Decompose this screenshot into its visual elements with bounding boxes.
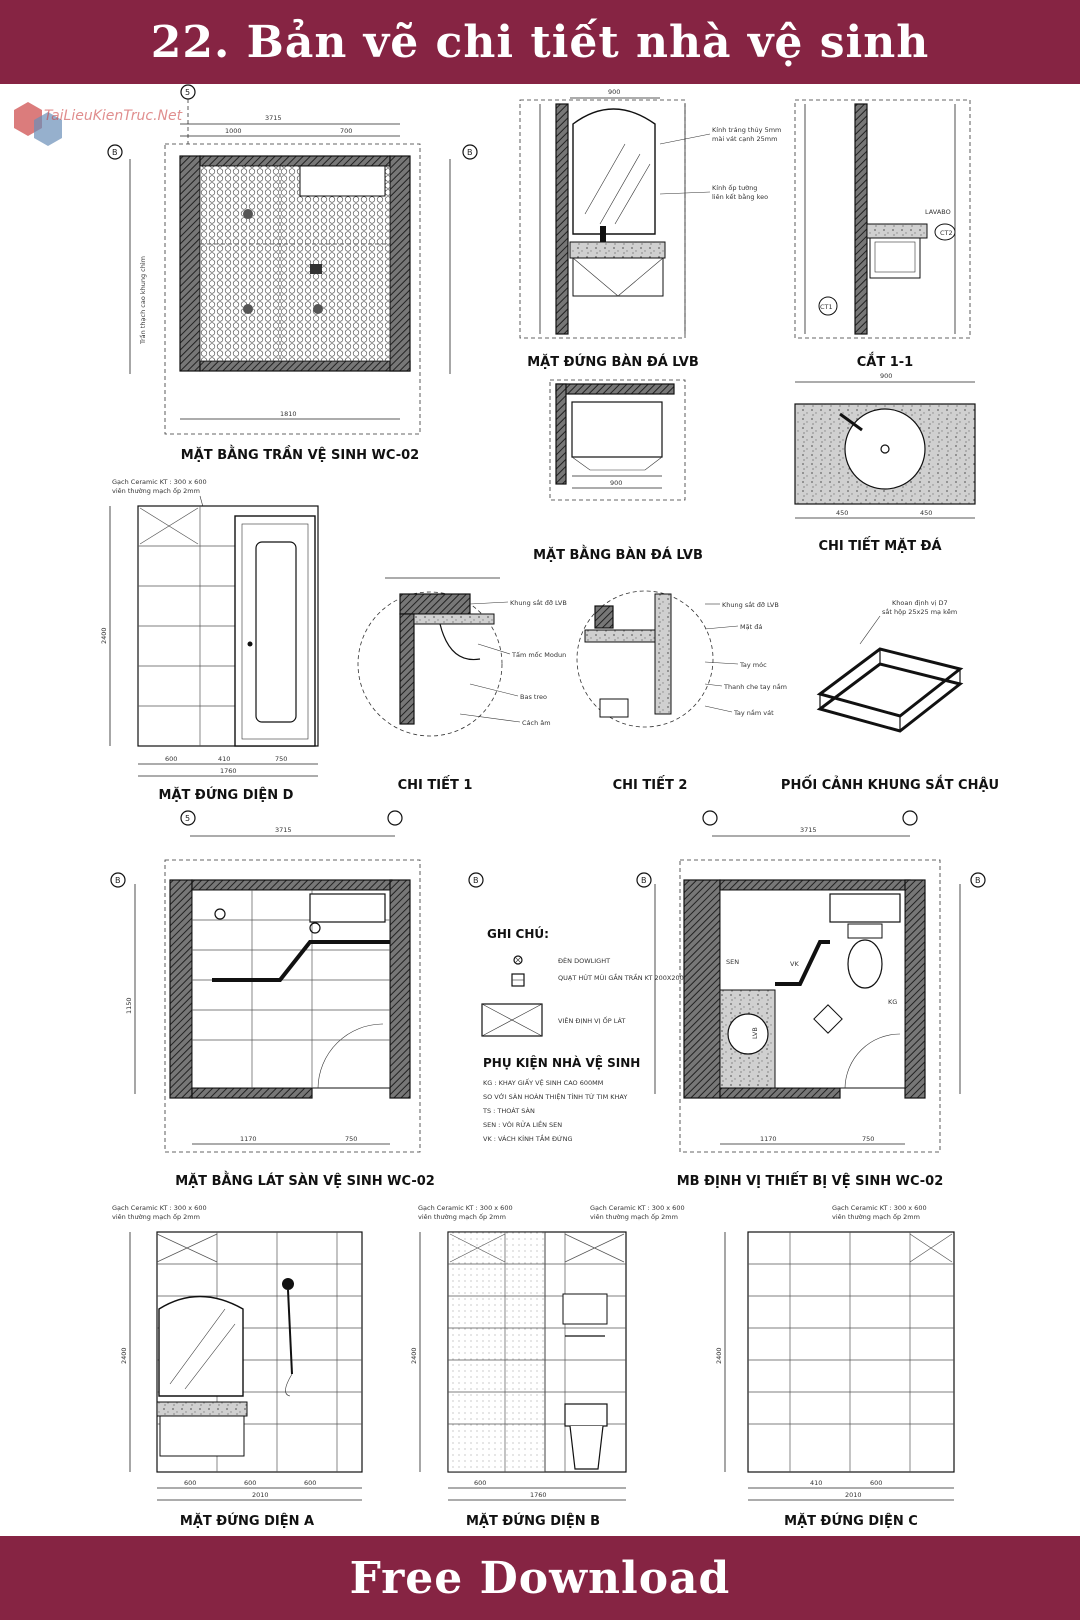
grid-label: B bbox=[975, 876, 981, 885]
dim-450: 450 bbox=[836, 509, 849, 517]
elevation-b-title: MẶT ĐỨNG DIỆN B bbox=[465, 1514, 601, 1529]
tile-note-1: Gạch Ceramic KT : 300 x 600 bbox=[112, 1204, 207, 1212]
tile-note-2: viên thường mạch ốp 2mm bbox=[112, 487, 200, 495]
floor-plan-title: MẶT BẰNG LÁT SÀN VỆ SINH WC-02 bbox=[175, 1174, 435, 1189]
dim-410: 410 bbox=[218, 755, 231, 763]
dim-1150: 1150 bbox=[125, 997, 133, 1014]
detail2-note-handle: Tay nắm vát bbox=[734, 709, 774, 717]
dim-600: 600 bbox=[304, 1479, 317, 1487]
note-item-2: QUẠT HÚT MÙI GẮN TRẦN KT 200X200 bbox=[558, 974, 684, 982]
note-item-3: VIÊN ĐỊNH VỊ ỐP LÁT bbox=[558, 1017, 626, 1025]
dim-900: 900 bbox=[880, 372, 893, 380]
grid-label: 5 bbox=[185, 814, 191, 823]
dim-1810: 1810 bbox=[280, 410, 297, 418]
accessories-heading: PHỤ KIỆN NHÀ VỆ SINH bbox=[483, 1056, 641, 1070]
tile-note-2: viên thường mạch ốp 2mm bbox=[590, 1213, 678, 1221]
dim-3715: 3715 bbox=[275, 826, 292, 834]
dim-900: 900 bbox=[610, 479, 623, 487]
detail1-note-bracket: Bas treo bbox=[520, 693, 547, 701]
frame-perspective-drawing bbox=[781, 599, 999, 793]
dim-450: 450 bbox=[920, 509, 933, 517]
grid-label: B bbox=[112, 148, 118, 157]
dim-600: 600 bbox=[870, 1479, 883, 1487]
dim-410: 410 bbox=[810, 1479, 823, 1487]
detail1-note-frame: Khung sắt đỡ LVB bbox=[510, 599, 567, 607]
acc-item-3: TS : THOÁT SÀN bbox=[483, 1107, 535, 1115]
dim-2400: 2400 bbox=[100, 627, 108, 644]
fixture-plan-drawing bbox=[637, 811, 985, 1189]
lvb-elevation-drawing bbox=[520, 88, 781, 370]
note-item-1: ĐÈN DOWLIGHT bbox=[558, 957, 611, 965]
tile-note-1: Gạch Ceramic KT : 300 x 600 bbox=[418, 1204, 513, 1212]
detail2-note-cover: Thanh che tay nắm bbox=[724, 683, 788, 691]
dim-750: 750 bbox=[275, 755, 288, 763]
grid-label: B bbox=[467, 148, 473, 157]
dim-1000: 1000 bbox=[225, 127, 242, 135]
detail-1-title: CHI TIẾT 1 bbox=[397, 778, 473, 793]
detail2-note-frame: Khung sắt đỡ LVB bbox=[722, 601, 779, 609]
dim-2400: 2400 bbox=[715, 1347, 723, 1364]
sen-label: SEN bbox=[726, 958, 740, 966]
elevation-a-title: MẶT ĐỨNG DIỆN A bbox=[179, 1514, 315, 1529]
mirror-note-1: Kính tráng thủy 5mm bbox=[712, 126, 782, 134]
acc-item-1: KG : KHAY GIẤY VỆ SINH CAO 600MM bbox=[483, 1079, 604, 1087]
persp-note-1: Khoan định vị D7 bbox=[892, 599, 948, 607]
glue-note-2: liên kết bằng keo bbox=[712, 193, 769, 201]
lavabo-label: LAVABO bbox=[925, 208, 951, 216]
title-banner bbox=[0, 0, 1080, 84]
dim-1760: 1760 bbox=[220, 767, 237, 775]
lvb-plan-title: MẶT BẰNG BÀN ĐÁ LVB bbox=[533, 548, 703, 563]
vk-label: VK bbox=[790, 960, 799, 968]
elevation-c-drawing bbox=[715, 1204, 954, 1529]
acc-item-5: VK : VÁCH KÍNH TẮM ĐỨNG bbox=[483, 1135, 573, 1143]
dim-3715: 3715 bbox=[265, 114, 282, 122]
kg-label: KG bbox=[888, 998, 898, 1006]
dim-600: 600 bbox=[474, 1479, 487, 1487]
dim-900: 900 bbox=[608, 88, 621, 96]
grid-label: 5 bbox=[185, 88, 191, 97]
detail-1-drawing bbox=[358, 578, 567, 793]
tile-note-1: Gạch Ceramic KT : 300 x 600 bbox=[590, 1204, 685, 1212]
grid-label: B bbox=[115, 876, 121, 885]
dim-1170: 1170 bbox=[760, 1135, 777, 1143]
dim-1170: 1170 bbox=[240, 1135, 257, 1143]
legend-notes bbox=[482, 926, 684, 1143]
logo-text: TaiLieuKienTruc.Net bbox=[44, 108, 183, 124]
elevation-b-drawing bbox=[410, 1204, 685, 1529]
persp-note-2: sắt hộp 25x25 mạ kẽm bbox=[882, 608, 958, 616]
tile-note-2: viên thường mạch ốp 2mm bbox=[418, 1213, 506, 1221]
dim-600: 600 bbox=[244, 1479, 257, 1487]
tile-note-1: Gạch Ceramic KT : 300 x 600 bbox=[112, 478, 207, 486]
elevation-d-title: MẶT ĐỨNG DIỆN D bbox=[158, 788, 294, 803]
dim-750: 750 bbox=[862, 1135, 875, 1143]
page-title: 22. Bản vẽ chi tiết nhà vệ sinh bbox=[150, 16, 930, 68]
dim-2400: 2400 bbox=[410, 1347, 418, 1364]
tile-note-2: viên thường mạch ốp 2mm bbox=[112, 1213, 200, 1221]
dim-600: 600 bbox=[165, 755, 178, 763]
elevation-c-title: MẶT ĐỨNG DIỆN C bbox=[784, 1514, 918, 1529]
ct2-label: CT2 bbox=[940, 229, 953, 237]
frame-perspective-title: PHỐI CẢNH KHUNG SẮT CHẬU bbox=[780, 778, 1000, 793]
tile-note-2: viên thường mạch ốp 2mm bbox=[832, 1213, 920, 1221]
ct1-label: CT1 bbox=[820, 303, 833, 311]
detail1-note-insulation: Cách âm bbox=[522, 719, 551, 727]
grid-label: B bbox=[641, 876, 647, 885]
dim-2400: 2400 bbox=[120, 1347, 128, 1364]
drawing-sheet bbox=[0, 84, 1080, 1536]
detail2-note-stone: Mặt đá bbox=[740, 623, 763, 631]
glue-note-1: Kính ốp tường bbox=[712, 184, 758, 192]
detail1-note-panel: Tấm mốc Modun bbox=[512, 651, 567, 659]
lvb-plan-drawing bbox=[533, 380, 703, 563]
dim-2010: 2010 bbox=[845, 1491, 862, 1499]
elevation-a-drawing bbox=[112, 1204, 362, 1529]
dim-750: 750 bbox=[345, 1135, 358, 1143]
ceiling-plan-drawing bbox=[108, 85, 477, 463]
section-11-title: CẮT 1-1 bbox=[856, 355, 914, 370]
dim-700: 700 bbox=[340, 127, 353, 135]
detail-2-drawing bbox=[577, 591, 787, 793]
detail-2-title: CHI TIẾT 2 bbox=[612, 778, 688, 793]
floor-plan-drawing bbox=[111, 811, 483, 1189]
notes-heading: GHI CHÚ: bbox=[487, 927, 549, 941]
dim-2010: 2010 bbox=[252, 1491, 269, 1499]
dim-600: 600 bbox=[184, 1479, 197, 1487]
elevation-d-drawing bbox=[100, 478, 318, 803]
stone-top-title: CHI TIẾT MẶT ĐÁ bbox=[818, 539, 942, 554]
free-download-label: Free Download bbox=[349, 1552, 731, 1604]
fixture-plan-title: MB ĐỊNH VỊ THIẾT BỊ VỆ SINH WC-02 bbox=[676, 1174, 944, 1189]
lvb-label: LVB bbox=[751, 1027, 759, 1039]
footer-banner bbox=[0, 1536, 1080, 1620]
ceiling-plan-title: MẶT BẰNG TRẦN VỆ SINH WC-02 bbox=[180, 448, 420, 463]
dim-1760: 1760 bbox=[530, 1491, 547, 1499]
acc-item-4: SEN : VÒI RỬA LIỀN SEN bbox=[483, 1121, 563, 1129]
stone-top-drawing bbox=[795, 372, 975, 554]
tile-note-1: Gạch Ceramic KT : 300 x 600 bbox=[832, 1204, 927, 1212]
detail2-note-hook: Tay móc bbox=[740, 661, 767, 669]
acc-item-2: SO VỚI SÀN HOÀN THIỆN TÍNH TỪ TIM KHAY bbox=[483, 1093, 628, 1101]
dim-3715: 3715 bbox=[800, 826, 817, 834]
mirror-note-2: mài vát cạnh 25mm bbox=[712, 135, 778, 143]
grid-label: B bbox=[473, 876, 479, 885]
lvb-elevation-title: MẶT ĐỨNG BÀN ĐÁ LVB bbox=[527, 355, 699, 370]
section-11-drawing bbox=[795, 100, 970, 370]
site-logo bbox=[14, 102, 183, 146]
ceiling-note: Trần thạch cao khung chìm bbox=[139, 255, 147, 344]
